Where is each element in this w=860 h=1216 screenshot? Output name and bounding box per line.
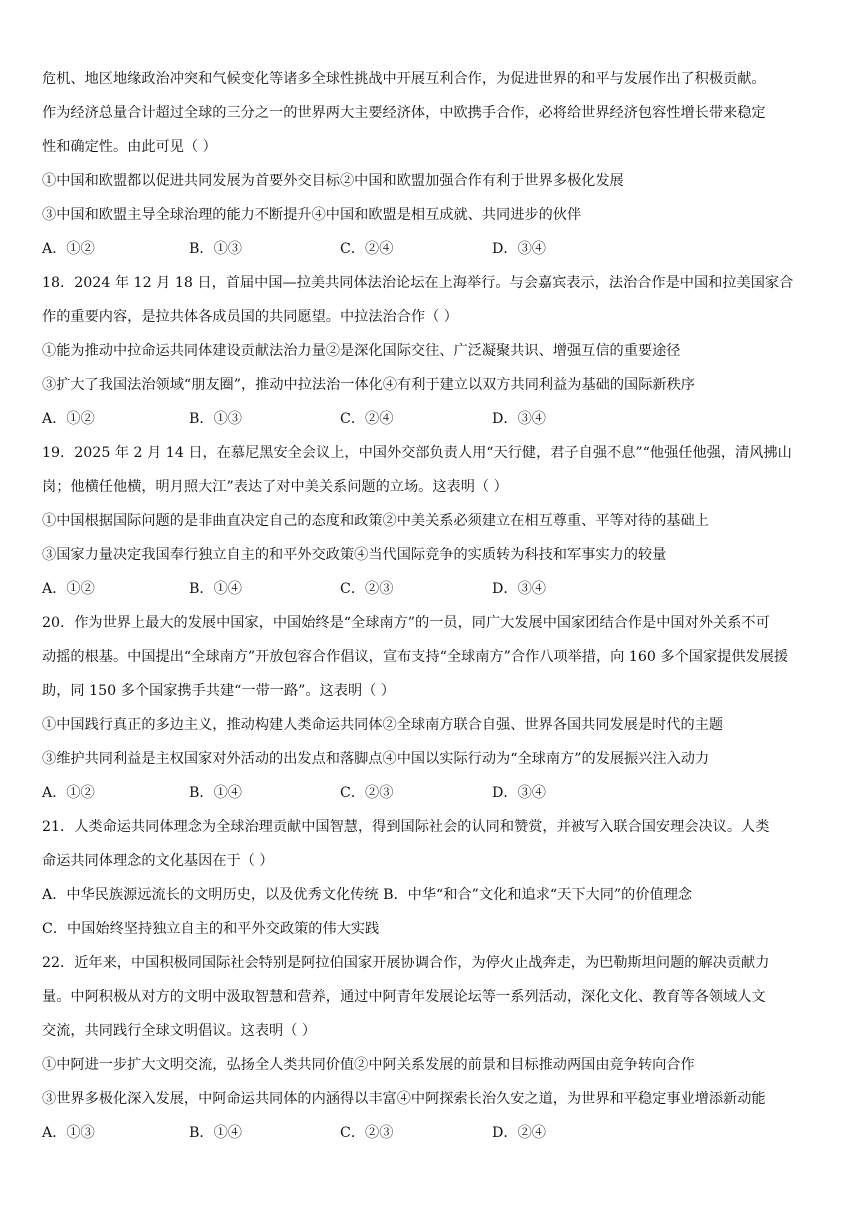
- statement-line: ③中国和欧盟主导全球治理的能力不断提升④中国和欧盟是相互成就、共同进步的伙伴: [42, 207, 582, 223]
- option-a: A．①②: [42, 581, 95, 597]
- question-stem-line: 动摇的根基。中国提出“全球南方”开放包容合作倡议，宣布支持“全球南方”合作八项举措，向 160 多个国家提供发展援: [42, 649, 789, 665]
- answer-options: [42, 232, 822, 266]
- question-20: [42, 606, 822, 810]
- option-d: D．③④: [492, 581, 546, 597]
- question-stem-line: 岗；他横任他横，明月照大江”表达了对中美关系问题的立场。这表明（ ）: [42, 479, 508, 495]
- question-stem-line: 助，同 150 多个国家携手共建“一带一路”。这表明（ ）: [42, 683, 396, 699]
- question-stem-line: 20．作为世界上最大的发展中国家，中国始终是“全球南方”的一员，同广大发展中国家团结合作是中国对外关系不可: [42, 615, 770, 631]
- option-d: D．③④: [492, 241, 546, 257]
- answer-options: [42, 1116, 822, 1150]
- option-b: B．①④: [189, 581, 242, 597]
- option-d: D．③④: [492, 411, 546, 427]
- question-stem-line: 22．近年来，中国积极同国际社会特别是阿拉伯国家开展协调合作，为停火止战奔走，为巴勒斯坦问题的解决贡献力: [42, 955, 770, 971]
- option-a: A．①②: [42, 785, 95, 801]
- statement-line: ①中国根据国际问题的是非曲直决定自己的态度和政策②中美关系必须建立在相互尊重、平等对待的基础上: [42, 513, 709, 529]
- answer-options: [42, 402, 822, 436]
- option-line: A．中华民族源远流长的文明历史，以及优秀文化传统 B．中华“和合”文化和追求“天下大同”的价值理念: [42, 887, 693, 903]
- statement-line: ③世界多极化深入发展，中阿命运共同体的内涵得以丰富④中阿探索长治久安之道，为世界和平稳定事业增添新动能: [42, 1091, 766, 1107]
- option-a: A．①②: [42, 241, 95, 257]
- question-stem-line: 18．2024 年 12 月 18 日，首届中国—拉美共同体法治论坛在上海举行。与会嘉宾表示，法治合作是中国和拉美国家合: [42, 275, 794, 291]
- question-stem-line: 交流，共同践行全球文明倡议。这表明（ ）: [42, 1023, 317, 1039]
- option-line: C．中国始终坚持独立自主的和平外交政策的伟大实践: [42, 921, 380, 937]
- text-line: 作为经济总量合计超过全球的三分之一的世界两大主要经济体，中欧携手合作，必将给世界经济包容性增长带来稳定: [42, 105, 766, 121]
- question-21: [42, 810, 822, 946]
- option-b: B．①③: [189, 241, 242, 257]
- text-line: 性和确定性。由此可见（ ）: [42, 139, 217, 155]
- option-c: C．②③: [340, 785, 394, 801]
- statement-line: ③国家力量决定我国奉行独立自主的和平外交政策④当代国际竞争的实质转为科技和军事实力的较量: [42, 547, 667, 563]
- option-a: A．①②: [42, 411, 95, 427]
- statement-line: ①能为推动中拉命运共同体建设贡献法治力量②是深化国际交往、广泛凝聚共识、增强互信的重要途径: [42, 343, 681, 359]
- question-stem-line: 命运共同体理念的文化基因在于（ ）: [42, 853, 274, 869]
- statement-line: ③维护共同利益是主权国家对外活动的出发点和落脚点④中国以实际行动为“全球南方”的发展振兴注入动力: [42, 751, 710, 767]
- statement-line: ①中国和欧盟都以促进共同发展为首要外交目标②中国和欧盟加强合作有利于世界多极化发展: [42, 173, 624, 189]
- question-18: [42, 266, 822, 436]
- question-17: [42, 62, 822, 266]
- question-stem-line: 作的重要内容，是拉共体各成员国的共同愿望。中拉法治合作（ ）: [42, 309, 458, 325]
- statement-line: ①中国践行真正的多边主义，推动构建人类命运共同体②全球南方联合自强、世界各国共同发展是时代的主题: [42, 717, 724, 733]
- question-22: [42, 946, 822, 1150]
- option-d: D．②④: [492, 1125, 546, 1141]
- option-a: A．①③: [42, 1125, 95, 1141]
- option-d: D．③④: [492, 785, 546, 801]
- text-line: 危机、地区地缘政治冲突和气候变化等诸多全球性挑战中开展互利合作，为促进世界的和平与发展作出了积极贡献。: [42, 71, 766, 87]
- answer-options: [42, 572, 822, 606]
- question-stem-line: 19．2025 年 2 月 14 日，在慕尼黑安全会议上，中国外交部负责人用“天行健，君子自强不息”“他强任他强，清风拂山: [42, 445, 792, 461]
- question-19: [42, 436, 822, 606]
- option-c: C．②③: [340, 581, 394, 597]
- option-b: B．①③: [189, 411, 242, 427]
- answer-options: [42, 776, 822, 810]
- option-b: B．①④: [189, 785, 242, 801]
- option-c: C．②④: [340, 241, 394, 257]
- exam-page: [42, 62, 822, 1150]
- option-c: C．②③: [340, 1125, 394, 1141]
- option-b: B．①④: [189, 1125, 242, 1141]
- option-c: C．②④: [340, 411, 394, 427]
- statement-line: ①中阿进一步扩大文明交流，弘扬全人类共同价值②中阿关系发展的前景和目标推动两国由竞争转向合作: [42, 1057, 695, 1073]
- question-stem-line: 21．人类命运共同体理念为全球治理贡献中国智慧，得到国际社会的认同和赞赏，并被写入联合国安理会决议。人类: [42, 819, 770, 835]
- question-stem-line: 量。中阿积极从对方的文明中汲取智慧和营养，通过中阿青年发展论坛等一系列活动，深化文化、教育等各领域人文: [42, 989, 766, 1005]
- statement-line: ③扩大了我国法治领域“朋友圈”，推动中拉法治一体化④有利于建立以双方共同利益为基础的国际新秩序: [42, 377, 695, 393]
